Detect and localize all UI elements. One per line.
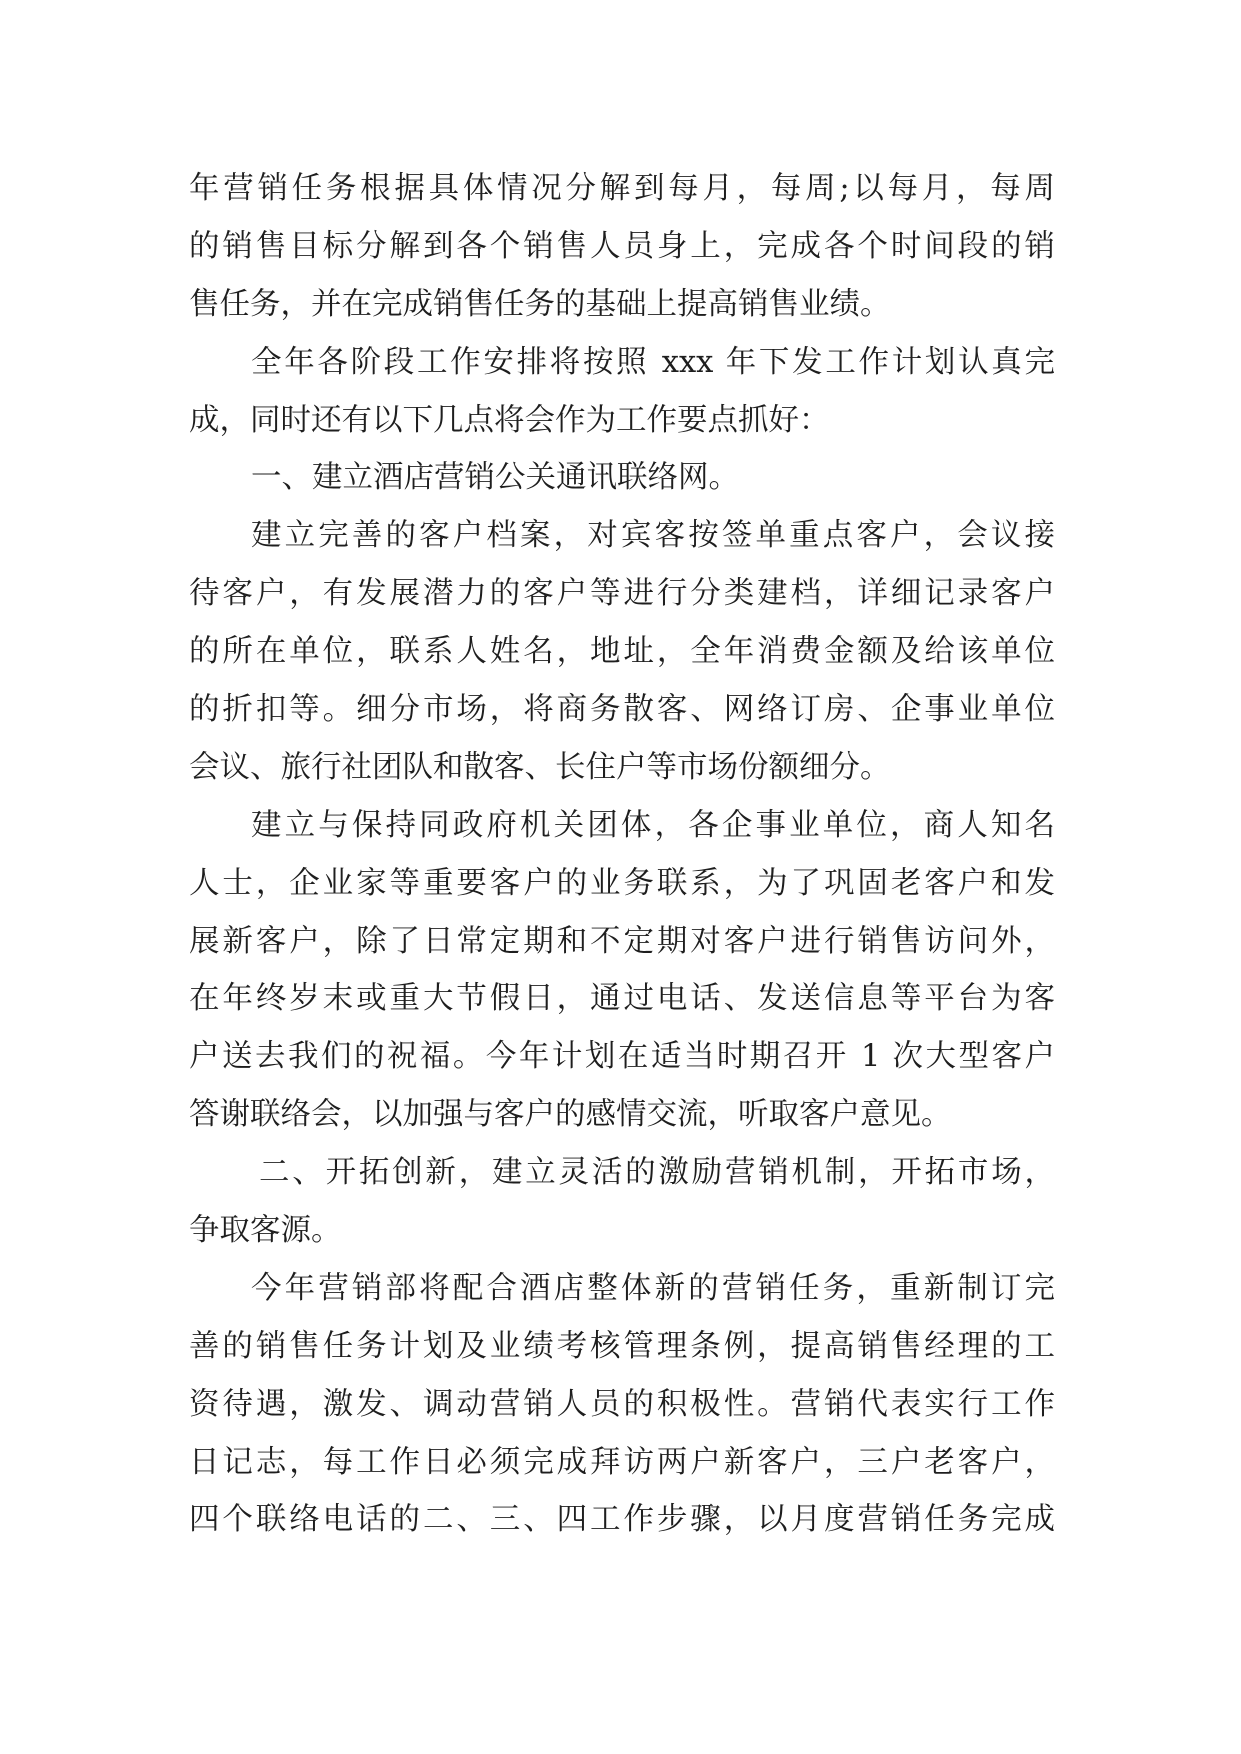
text-line: 建立完善的客户档案，对宾客按签单重点客户，会议接 — [251, 518, 1055, 554]
text-line: 今年营销部将配合酒店整体新的营销任务，重新制订完 — [251, 1270, 1055, 1306]
text-line: 年营销任务根据具体情况分解到每月，每周;以每月，每周 — [189, 171, 1055, 206]
text-line: 展新客户，除了日常定期和不定期对客户进行销售访问外， — [189, 923, 1055, 959]
text-line: 资待遇，激发、调动营销人员的积极性。营销代表实行工作 — [189, 1386, 1055, 1422]
section-heading: 二、开拓创新，建立灵活的激励营销机制，开拓市场， — [259, 1155, 1055, 1191]
text-line: 的销售目标分解到各个销售人员身上，完成各个时间段的销 — [189, 228, 1055, 264]
text-line: 全年各阶段工作安排将按照 xxx 年下发工作计划认真完 — [251, 344, 1055, 380]
text-line: 的所在单位，联系人姓名，地址，全年消费金额及给该单位 — [189, 634, 1055, 670]
text-line: 答谢联络会，以加强与客户的感情交流，听取客户意见。 — [189, 1097, 952, 1133]
text-line: 会议、旅行社团队和散客、长住户等市场份额细分。 — [189, 749, 891, 785]
text-line: 日记志，每工作日必须完成拜访两户新客户，三户老客户， — [189, 1444, 1055, 1480]
text-line: 善的销售任务计划及业绩考核管理条例，提高销售经理的工 — [189, 1328, 1055, 1364]
section-heading: 一、建立酒店营销公关通讯联络网。 — [251, 460, 739, 496]
text-line: 成，同时还有以下几点将会作为工作要点抓好： — [189, 402, 830, 438]
text-line: 人士，企业家等重要客户的业务联系，为了巩固老客户和发 — [189, 865, 1055, 901]
text-line: 在年终岁末或重大节假日，通过电话、发送信息等平台为客 — [189, 981, 1055, 1017]
text-line: 户送去我们的祝福。今年计划在适当时期召开 1 次大型客户 — [189, 1039, 1055, 1075]
text-line: 建立与保持同政府机关团体，各企事业单位，商人知名 — [251, 807, 1055, 843]
text-line: 售任务，并在完成销售任务的基础上提高销售业绩。 — [189, 286, 891, 322]
text-line: 待客户，有发展潜力的客户等进行分类建档，详细记录客户 — [189, 576, 1055, 612]
document-body — [189, 160, 1055, 1549]
text-line: 的折扣等。细分市场，将商务散客、网络订房、企事业单位 — [189, 692, 1055, 728]
text-line: 四个联络电话的二、三、四工作步骤，以月度营销任务完成 — [189, 1502, 1055, 1538]
section-heading-continuation: 争取客源。 — [189, 1213, 342, 1249]
